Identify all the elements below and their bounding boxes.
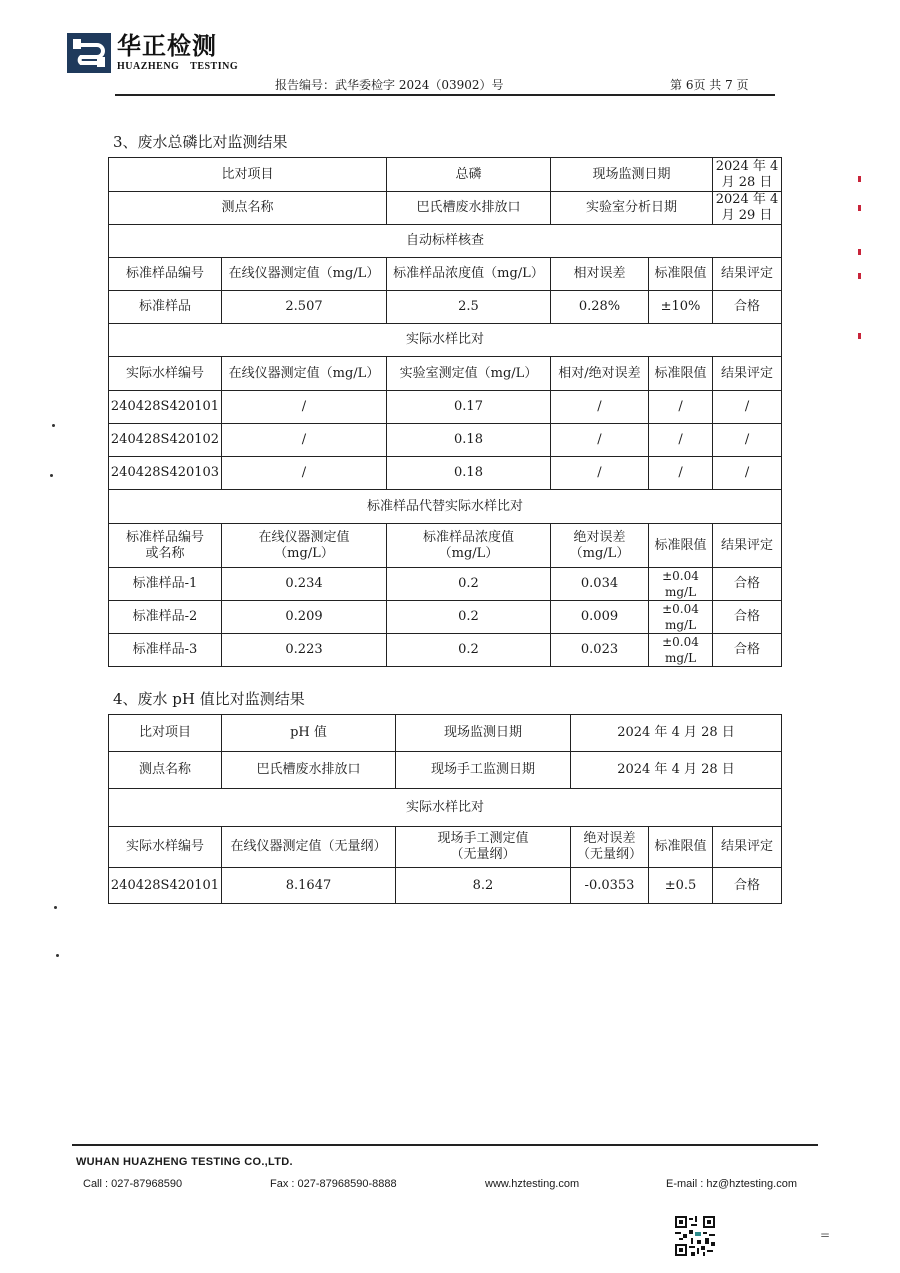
scan-dot: [50, 474, 53, 477]
item-label: 比对项目: [109, 158, 387, 192]
column-header: 在线仪器测定值（无量纲）: [222, 827, 396, 868]
table-cell: 0.234: [222, 568, 387, 601]
item-label: 比对项目: [109, 715, 222, 752]
table-cell: /: [551, 391, 649, 424]
report-number: 报告编号：武华委检字 2024（03902）号: [275, 78, 504, 92]
logo-english-name: HUAZHENG TESTING: [117, 61, 239, 72]
table-cell: 0.17: [387, 391, 551, 424]
table-cell: ±10%: [649, 291, 713, 324]
table-cell: /: [713, 424, 782, 457]
column-header: 结果评定: [713, 524, 782, 568]
column-header: 标准限值: [649, 357, 713, 391]
table-cell: ±0.04 mg/L: [649, 601, 713, 634]
table-cell: 0.2: [387, 568, 551, 601]
info-row: [109, 158, 782, 192]
table-cell: 2.5: [387, 291, 551, 324]
table-row: [109, 391, 782, 424]
table-cell: /: [551, 424, 649, 457]
item-value: pH 值: [222, 715, 396, 752]
table-cell: ±0.04 mg/L: [649, 634, 713, 667]
column-header: 绝对误差 （mg/L）: [551, 524, 649, 568]
column-header: 标准样品编号: [109, 258, 222, 291]
table-cell: 8.1647: [222, 868, 396, 904]
table-cell: /: [649, 391, 713, 424]
table-cell: /: [551, 457, 649, 490]
section-3-title: 3、废水总磷比对监测结果: [113, 133, 288, 151]
field-date-value: 2024 年 4 月 28 日: [713, 158, 782, 192]
field-date-value: 2024 年 4 月 28 日: [571, 715, 782, 752]
table-cell: 标准样品: [109, 291, 222, 324]
footer-fax: Fax : 027-87968590-8888: [270, 1178, 397, 1190]
ph-table: [108, 714, 782, 904]
footer-company-name: WUHAN HUAZHENG TESTING CO.,LTD.: [76, 1156, 293, 1168]
substitute-compare-title: 标准样品代替实际水样比对: [109, 490, 782, 524]
scan-dot: [52, 424, 55, 427]
table-cell: 0.009: [551, 601, 649, 634]
column-header: 相对/绝对误差: [551, 357, 649, 391]
table-cell: 2.507: [222, 291, 387, 324]
column-header: 实验室测定值（mg/L）: [387, 357, 551, 391]
table-cell: 0.023: [551, 634, 649, 667]
table-cell: 0.28%: [551, 291, 649, 324]
table-cell: 240428S420101: [109, 868, 222, 904]
scan-dot: [54, 906, 57, 909]
table-row: [109, 291, 782, 324]
site-value: 巴氏槽废水排放口: [387, 192, 551, 225]
table-cell: 标准样品-3: [109, 634, 222, 667]
table-cell: 240428S420102: [109, 424, 222, 457]
manual-date-value: 2024 年 4 月 28 日: [571, 752, 782, 789]
side-mark: =: [820, 1228, 831, 1242]
info-row: [109, 192, 782, 225]
table-cell: 合格: [713, 601, 782, 634]
info-row: [109, 752, 782, 789]
column-header: 结果评定: [713, 258, 782, 291]
table-cell: 合格: [713, 291, 782, 324]
field-date-label: 现场监测日期: [396, 715, 571, 752]
table-row: [109, 457, 782, 490]
table-cell: 0.223: [222, 634, 387, 667]
column-header: 实际水样编号: [109, 827, 222, 868]
column-header: 标准样品编号 或名称: [109, 524, 222, 568]
info-row: [109, 715, 782, 752]
column-header: 相对误差: [551, 258, 649, 291]
column-header: 标准样品浓度值 （mg/L）: [387, 524, 551, 568]
table-cell: -0.0353: [571, 868, 649, 904]
footer-phone: Call : 027-87968590: [83, 1178, 183, 1190]
field-date-label: 现场监测日期: [551, 158, 713, 192]
table-header-row: [109, 357, 782, 391]
table-cell: 0.034: [551, 568, 649, 601]
actual-compare-title: 实际水样比对: [109, 789, 782, 827]
table-cell: /: [713, 391, 782, 424]
page-indicator: 第 6页 共 7 页: [670, 78, 749, 92]
site-value: 巴氏槽废水排放口: [222, 752, 396, 789]
table-row: [109, 568, 782, 601]
column-header: 在线仪器测定值 （mg/L）: [222, 524, 387, 568]
table-cell: 0.2: [387, 634, 551, 667]
table-cell: /: [649, 457, 713, 490]
scan-mark: [858, 205, 861, 211]
table-cell: 240428S420103: [109, 457, 222, 490]
table-header-row: [109, 524, 782, 568]
total-phosphorus-table: [108, 157, 782, 667]
table-cell: ±0.04 mg/L: [649, 568, 713, 601]
logo-mark-icon: [67, 33, 111, 73]
lab-date-value: 2024 年 4 月 29 日: [713, 192, 782, 225]
table-row: [109, 868, 782, 904]
column-header: 结果评定: [713, 827, 782, 868]
scan-mark: [858, 249, 861, 255]
lab-date-label: 实验室分析日期: [551, 192, 713, 225]
header-divider: [115, 94, 775, 96]
column-header: 结果评定: [713, 357, 782, 391]
table-cell: 240428S420101: [109, 391, 222, 424]
column-header: 绝对误差 （无量纲）: [571, 827, 649, 868]
column-header: 标准限值: [649, 258, 713, 291]
table-cell: 0.209: [222, 601, 387, 634]
table-cell: /: [222, 457, 387, 490]
site-label: 测点名称: [109, 752, 222, 789]
table-header-row: [109, 258, 782, 291]
scan-mark: [858, 333, 861, 339]
column-header: 在线仪器测定值（mg/L）: [222, 258, 387, 291]
table-cell: 标准样品-2: [109, 601, 222, 634]
actual-compare-title: 实际水样比对: [109, 324, 782, 357]
table-cell: 0.18: [387, 457, 551, 490]
table-cell: 合格: [713, 568, 782, 601]
table-cell: 0.2: [387, 601, 551, 634]
manual-date-label: 现场手工监测日期: [396, 752, 571, 789]
table-row: [109, 424, 782, 457]
table-cell: 0.18: [387, 424, 551, 457]
column-header: 标准限值: [649, 524, 713, 568]
footer-divider: [72, 1144, 818, 1146]
table-cell: /: [222, 424, 387, 457]
table-row: [109, 634, 782, 667]
table-header-row: [109, 827, 782, 868]
logo-chinese-name: 华正检测: [117, 32, 217, 60]
item-value: 总磷: [387, 158, 551, 192]
table-cell: 合格: [713, 868, 782, 904]
auto-check-title: 自动标样核查: [109, 225, 782, 258]
column-header: 实际水样编号: [109, 357, 222, 391]
table-cell: /: [222, 391, 387, 424]
column-header: 现场手工测定值 （无量纲）: [396, 827, 571, 868]
scan-mark: [858, 176, 861, 182]
column-header: 标准样品浓度值（mg/L）: [387, 258, 551, 291]
table-cell: ±0.5: [649, 868, 713, 904]
scan-dot: [56, 954, 59, 957]
column-header: 在线仪器测定值（mg/L）: [222, 357, 387, 391]
section-4-title: 4、废水 pH 值比对监测结果: [113, 690, 305, 708]
table-cell: /: [649, 424, 713, 457]
table-cell: 合格: [713, 634, 782, 667]
table-row: [109, 601, 782, 634]
table-cell: 8.2: [396, 868, 571, 904]
footer-email[interactable]: E-mail : hz@hztesting.com: [666, 1178, 797, 1190]
table-cell: /: [713, 457, 782, 490]
company-logo: [67, 33, 238, 73]
qr-code-icon: [675, 1216, 715, 1256]
column-header: 标准限值: [649, 827, 713, 868]
scan-mark: [858, 273, 861, 279]
footer-website[interactable]: www.hztesting.com: [485, 1178, 580, 1190]
table-cell: 标准样品-1: [109, 568, 222, 601]
site-label: 测点名称: [109, 192, 387, 225]
